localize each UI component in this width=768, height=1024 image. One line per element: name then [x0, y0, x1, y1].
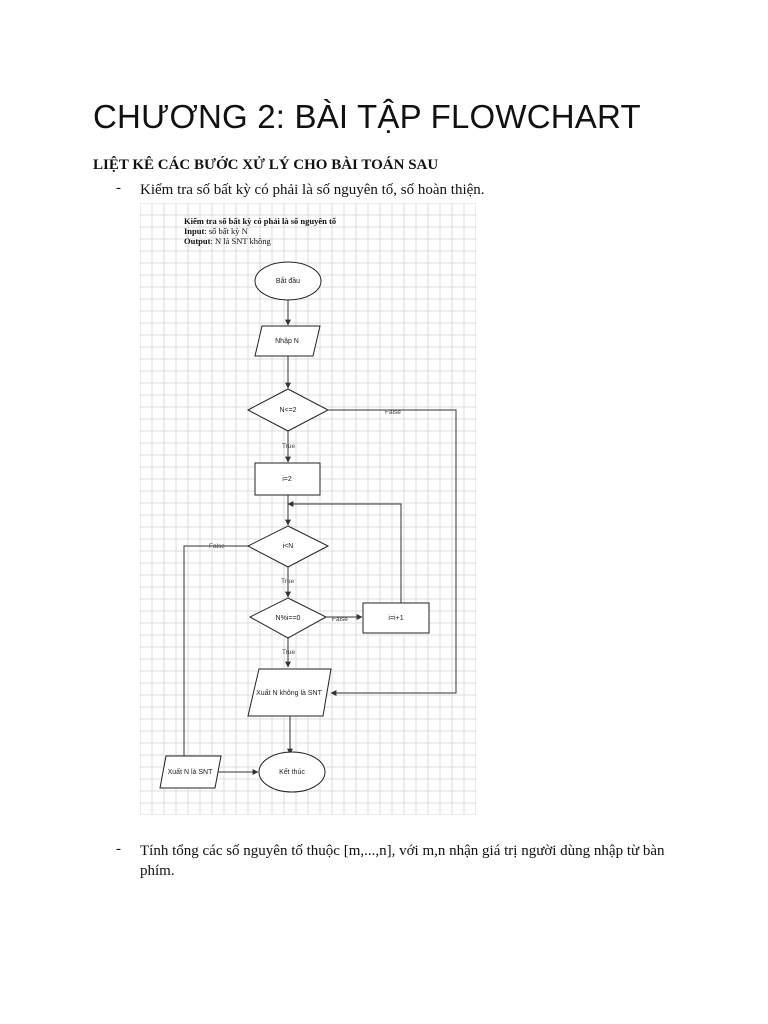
end-label: Kết thúc [279, 769, 305, 776]
bullet-text: Kiểm tra số bất kỳ có phải là số nguyên tố, số hoàn thiện. [140, 182, 485, 198]
edge-label-false: False [332, 616, 348, 623]
flowchart-diagram [140, 203, 476, 815]
bullet-text: Tính tổng các số nguyên tố thuộc [m,...,n], với m,n nhận giá trị người dùng nhập từ bàn phím. [140, 843, 665, 879]
decision-label: N%i==0 [275, 615, 301, 622]
edge-label-true: True [281, 578, 295, 585]
edge-label-true: True [282, 649, 296, 656]
flowchart-input-line [184, 226, 248, 236]
bullet-item [116, 841, 676, 885]
output-value: : N là SNT không [210, 236, 271, 246]
edge-cond2-false [184, 546, 248, 765]
flowchart-header-title: Kiểm tra số bất kỳ có phải là số nguyên tố [184, 216, 337, 226]
output-label: Output [184, 236, 211, 246]
output-prime-label: Xuất N là SNT [167, 769, 213, 776]
bullet-dash: - [116, 841, 121, 857]
input-label: Nhập N [275, 338, 299, 345]
decision-label: N<=2 [279, 407, 297, 414]
flowchart-canvas [140, 203, 476, 815]
increment-label: i=i+1 [388, 615, 404, 622]
assign-label: i=2 [282, 476, 292, 483]
page-title: CHƯƠNG 2: BÀI TẬP FLOWCHART [93, 98, 641, 135]
start-label: Bắt đầu [275, 278, 301, 285]
edge-label-true: True [282, 443, 296, 450]
bullet-item [116, 180, 716, 202]
decision-label: i<N [282, 543, 294, 550]
section-heading: LIỆT KÊ CÁC BƯỚC XỬ LÝ CHO BÀI TOÁN SAU [93, 157, 439, 173]
bullet-dash: - [116, 180, 121, 196]
output-not-prime-label: Xuất N không là SNT [256, 690, 322, 697]
input-label: Input [184, 226, 205, 236]
input-value: : số bất kỳ N [204, 226, 248, 236]
edge-label-false: False [385, 409, 401, 416]
flowchart-output-line [184, 236, 272, 246]
edge-label-false: False [209, 543, 225, 550]
